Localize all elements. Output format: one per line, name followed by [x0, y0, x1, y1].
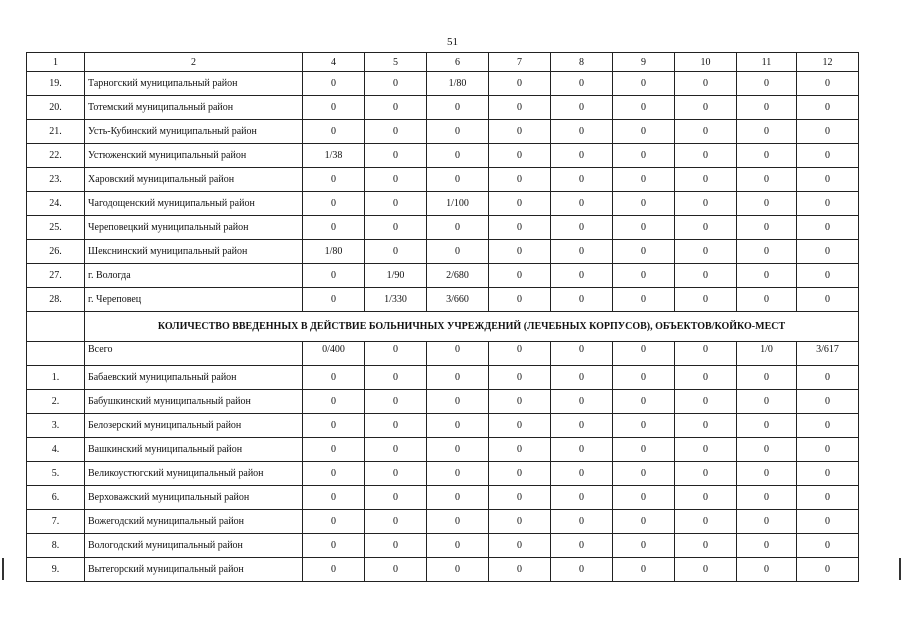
table-cell: 0 — [737, 288, 797, 312]
table-row — [27, 120, 859, 144]
table-cell: 0 — [797, 72, 859, 96]
table-cell: 0 — [427, 510, 489, 534]
table-cell: 0 — [427, 366, 489, 390]
column-header: 6 — [427, 53, 489, 72]
table-row — [27, 558, 859, 582]
district-name: Вашкинский муниципальный район — [85, 438, 303, 462]
table-cell: 0 — [303, 120, 365, 144]
table-cell: 0 — [551, 216, 613, 240]
table-cell: 0 — [303, 72, 365, 96]
table-cell: 0 — [797, 390, 859, 414]
district-name: Череповецкий муниципальный район — [85, 216, 303, 240]
column-header: 2 — [85, 53, 303, 72]
table-cell: 0 — [675, 486, 737, 510]
table-cell: 0 — [365, 216, 427, 240]
table-cell: 0 — [365, 390, 427, 414]
table-cell: 0 — [365, 558, 427, 582]
table-cell: 0 — [303, 558, 365, 582]
table-row — [27, 462, 859, 486]
table-cell: 0 — [737, 414, 797, 438]
column-header: 4 — [303, 53, 365, 72]
table-cell: 0 — [489, 558, 551, 582]
row-number: 21. — [27, 120, 85, 144]
table-row — [27, 144, 859, 168]
table-cell: 0 — [551, 558, 613, 582]
table-cell: 0 — [489, 534, 551, 558]
row-number: 23. — [27, 168, 85, 192]
table-cell: 0 — [551, 534, 613, 558]
table-cell: 0 — [551, 72, 613, 96]
table-cell: 0 — [551, 366, 613, 390]
page-number: 51 — [447, 36, 458, 48]
table-row — [27, 390, 859, 414]
table-cell: 0 — [551, 120, 613, 144]
table-cell: 0 — [551, 192, 613, 216]
row-number: 4. — [27, 438, 85, 462]
table-cell: 0 — [303, 96, 365, 120]
table-cell: 0 — [489, 72, 551, 96]
table-cell: 0 — [675, 72, 737, 96]
district-name: Тотемский муниципальный район — [85, 96, 303, 120]
table-cell: 0 — [427, 414, 489, 438]
table-cell: 1/80 — [303, 240, 365, 264]
table-cell: 0 — [737, 558, 797, 582]
table-cell: 0 — [551, 342, 613, 366]
table-cell: 0 — [427, 486, 489, 510]
table-cell: 0 — [365, 96, 427, 120]
table-cell: 0 — [303, 168, 365, 192]
table-row — [27, 72, 859, 96]
district-name: Вожегодский муниципальный район — [85, 510, 303, 534]
table-cell: 0 — [303, 288, 365, 312]
table-cell: 0 — [613, 240, 675, 264]
row-number: 28. — [27, 288, 85, 312]
table-cell: 0 — [613, 510, 675, 534]
table-row — [27, 366, 859, 390]
table-cell: 0 — [737, 120, 797, 144]
table-cell: 0 — [427, 558, 489, 582]
table-cell: 0 — [551, 390, 613, 414]
table-cell: 0 — [489, 510, 551, 534]
table-cell: 0 — [427, 120, 489, 144]
table-cell: 0 — [303, 510, 365, 534]
table-cell: 0 — [427, 216, 489, 240]
table-row — [27, 288, 859, 312]
table-cell: 0 — [365, 414, 427, 438]
table-cell: 0 — [551, 510, 613, 534]
table-cell: 0 — [489, 390, 551, 414]
column-header: 10 — [675, 53, 737, 72]
row-number: 8. — [27, 534, 85, 558]
table-cell: 0 — [797, 438, 859, 462]
table-cell: 0 — [613, 288, 675, 312]
table-cell: 0 — [551, 168, 613, 192]
table-cell: 0 — [551, 96, 613, 120]
table-cell: 0 — [675, 438, 737, 462]
row-number: 6. — [27, 486, 85, 510]
table-cell: 0 — [427, 168, 489, 192]
table-cell: 0 — [797, 414, 859, 438]
total-label: Всего — [85, 342, 303, 366]
district-name: Вытегорский муниципальный район — [85, 558, 303, 582]
table-cell: 0 — [797, 144, 859, 168]
table-cell: 0 — [675, 120, 737, 144]
table-cell: 0 — [303, 264, 365, 288]
table-cell: 0 — [427, 96, 489, 120]
table-cell: 1/0 — [737, 342, 797, 366]
table-cell: 0 — [303, 216, 365, 240]
row-number: 20. — [27, 96, 85, 120]
section-title: КОЛИЧЕСТВО ВВЕДЕННЫХ В ДЕЙСТВИЕ БОЛЬНИЧНЫХ УЧРЕЖДЕНИЙ (ЛЕЧЕБНЫХ КОРПУСОВ), ОБЪЕКТОВ/КОЙКО-МЕСТ — [85, 312, 859, 342]
table-cell: 0 — [797, 558, 859, 582]
table-cell: 0 — [613, 438, 675, 462]
table-cell: 0 — [489, 168, 551, 192]
table-cell: 0 — [613, 96, 675, 120]
table-cell: 0 — [675, 366, 737, 390]
table-cell: 0 — [303, 438, 365, 462]
district-name: Чагодощенский муниципальный район — [85, 192, 303, 216]
table-cell: 0 — [613, 192, 675, 216]
statistics-table — [26, 52, 859, 582]
table-row — [27, 534, 859, 558]
table-cell: 0 — [675, 288, 737, 312]
table-row — [27, 510, 859, 534]
table-cell: 0 — [365, 510, 427, 534]
table-cell: 0 — [675, 168, 737, 192]
table-cell: 0 — [675, 534, 737, 558]
table-cell: 0 — [737, 366, 797, 390]
table-cell: 0 — [303, 462, 365, 486]
district-name: Усть-Кубинский муниципальный район — [85, 120, 303, 144]
table-cell: 0 — [737, 438, 797, 462]
table-cell: 0 — [797, 264, 859, 288]
table-cell: 0 — [737, 72, 797, 96]
column-header: 5 — [365, 53, 427, 72]
table-cell: 0 — [613, 72, 675, 96]
district-name: Харовский муниципальный район — [85, 168, 303, 192]
district-name: Тарногский муниципальный район — [85, 72, 303, 96]
table-cell: 0 — [675, 462, 737, 486]
table-cell: 0 — [797, 510, 859, 534]
table-cell: 0 — [365, 342, 427, 366]
row-number: 3. — [27, 414, 85, 438]
table-cell: 0 — [427, 534, 489, 558]
table-cell: 0 — [797, 120, 859, 144]
row-number: 19. — [27, 72, 85, 96]
table-cell: 0 — [737, 534, 797, 558]
table-row — [27, 96, 859, 120]
table-cell: 0 — [365, 486, 427, 510]
table-cell: 0 — [675, 96, 737, 120]
table-cell: 0 — [797, 96, 859, 120]
table-cell: 0 — [613, 486, 675, 510]
table-cell: 1/80 — [427, 72, 489, 96]
table-cell: 0 — [551, 264, 613, 288]
table-row — [27, 438, 859, 462]
section-blank-cell — [27, 312, 85, 342]
table-row — [27, 414, 859, 438]
table-cell: 0 — [365, 72, 427, 96]
table-cell: 0 — [737, 216, 797, 240]
table-cell: 0 — [551, 414, 613, 438]
table-cell: 0 — [551, 288, 613, 312]
table-cell: 0 — [797, 240, 859, 264]
scan-edge-mark-right — [899, 558, 901, 580]
table-cell: 3/660 — [427, 288, 489, 312]
table-row — [27, 486, 859, 510]
table-cell: 0 — [675, 390, 737, 414]
table-cell: 0 — [675, 240, 737, 264]
table-cell: 0 — [675, 510, 737, 534]
table-cell: 0 — [427, 462, 489, 486]
table-cell: 0 — [613, 366, 675, 390]
table-cell: 0 — [737, 390, 797, 414]
table-cell: 0 — [797, 168, 859, 192]
table-cell: 0 — [489, 438, 551, 462]
row-number: 26. — [27, 240, 85, 264]
table-cell: 1/100 — [427, 192, 489, 216]
table-cell: 0 — [489, 462, 551, 486]
table-cell: 0 — [737, 192, 797, 216]
table-cell: 0 — [675, 216, 737, 240]
row-number: 25. — [27, 216, 85, 240]
table-cell: 0 — [427, 390, 489, 414]
table-cell: 0 — [613, 144, 675, 168]
table-cell: 0 — [613, 168, 675, 192]
table-cell: 0 — [365, 168, 427, 192]
table-cell: 0 — [365, 120, 427, 144]
table-cell: 0 — [303, 390, 365, 414]
column-header: 9 — [613, 53, 675, 72]
table-cell: 0 — [797, 462, 859, 486]
row-number — [27, 342, 85, 366]
district-name: г. Череповец — [85, 288, 303, 312]
table-cell: 0 — [365, 462, 427, 486]
table-cell: 0 — [613, 120, 675, 144]
table-cell: 0 — [797, 486, 859, 510]
district-name: Верховажский муниципальный район — [85, 486, 303, 510]
table-cell: 0 — [613, 216, 675, 240]
table-cell: 0 — [489, 120, 551, 144]
table-cell: 0 — [613, 342, 675, 366]
table-cell: 0 — [551, 144, 613, 168]
scan-edge-mark-left — [2, 558, 4, 580]
table-cell: 0 — [365, 534, 427, 558]
table-cell: 0 — [303, 414, 365, 438]
table-cell: 0 — [489, 366, 551, 390]
table-cell: 0 — [675, 558, 737, 582]
table-cell: 0 — [489, 96, 551, 120]
row-number: 5. — [27, 462, 85, 486]
section-row — [27, 312, 859, 342]
row-number: 22. — [27, 144, 85, 168]
table-row — [27, 240, 859, 264]
table-cell: 0 — [737, 96, 797, 120]
table-cell: 0 — [427, 438, 489, 462]
table-cell: 0 — [613, 264, 675, 288]
table-cell: 0 — [675, 264, 737, 288]
column-header: 8 — [551, 53, 613, 72]
table-cell: 1/38 — [303, 144, 365, 168]
table-row — [27, 192, 859, 216]
table-cell: 0 — [613, 534, 675, 558]
table-row — [27, 264, 859, 288]
table-cell: 0 — [551, 438, 613, 462]
table-cell: 0 — [551, 462, 613, 486]
table-cell: 0 — [613, 558, 675, 582]
table-cell: 1/90 — [365, 264, 427, 288]
table-cell: 0 — [797, 216, 859, 240]
table-cell: 0 — [489, 486, 551, 510]
table-cell: 0 — [365, 144, 427, 168]
table-cell: 0 — [737, 240, 797, 264]
row-number: 27. — [27, 264, 85, 288]
table-cell: 2/680 — [427, 264, 489, 288]
column-header: 12 — [797, 53, 859, 72]
table-cell: 0 — [303, 486, 365, 510]
table-cell: 0 — [737, 462, 797, 486]
table-row — [27, 216, 859, 240]
column-header: 1 — [27, 53, 85, 72]
table-cell: 0 — [303, 192, 365, 216]
table-cell: 0 — [427, 144, 489, 168]
row-number: 2. — [27, 390, 85, 414]
district-name: Устюженский муниципальный район — [85, 144, 303, 168]
table-cell: 0 — [489, 216, 551, 240]
table-cell: 0 — [797, 534, 859, 558]
table-cell: 0 — [675, 414, 737, 438]
row-number: 9. — [27, 558, 85, 582]
table-cell: 0/400 — [303, 342, 365, 366]
table-cell: 0 — [489, 414, 551, 438]
table-cell: 0 — [675, 342, 737, 366]
table-cell: 0 — [675, 192, 737, 216]
district-name: Бабушкинский муниципальный район — [85, 390, 303, 414]
table-cell: 0 — [797, 288, 859, 312]
district-name: Белозерский муниципальный район — [85, 414, 303, 438]
district-name: г. Вологда — [85, 264, 303, 288]
total-row — [27, 342, 859, 366]
table-cell: 1/330 — [365, 288, 427, 312]
table-cell: 0 — [489, 288, 551, 312]
district-name: Шекснинский муниципальный район — [85, 240, 303, 264]
table-cell: 0 — [675, 144, 737, 168]
table-cell: 0 — [551, 486, 613, 510]
table-cell: 0 — [551, 240, 613, 264]
table-cell: 0 — [737, 510, 797, 534]
table-cell: 0 — [737, 264, 797, 288]
table-cell: 0 — [737, 144, 797, 168]
row-number: 7. — [27, 510, 85, 534]
column-header: 7 — [489, 53, 551, 72]
district-name: Великоустюгский муниципальный район — [85, 462, 303, 486]
column-header: 11 — [737, 53, 797, 72]
table-cell: 0 — [365, 192, 427, 216]
table-cell: 0 — [797, 366, 859, 390]
row-number: 1. — [27, 366, 85, 390]
table-cell: 0 — [365, 438, 427, 462]
table-cell: 0 — [489, 342, 551, 366]
district-name: Бабаевский муниципальный район — [85, 366, 303, 390]
table-cell: 0 — [613, 390, 675, 414]
table-cell: 3/617 — [797, 342, 859, 366]
table-cell: 0 — [303, 534, 365, 558]
row-number: 24. — [27, 192, 85, 216]
table-cell: 0 — [427, 240, 489, 264]
table-cell: 0 — [737, 486, 797, 510]
table-cell: 0 — [489, 144, 551, 168]
table-cell: 0 — [489, 264, 551, 288]
table-cell: 0 — [613, 462, 675, 486]
table-cell: 0 — [365, 366, 427, 390]
district-name: Вологодский муниципальный район — [85, 534, 303, 558]
table-cell: 0 — [365, 240, 427, 264]
table-cell: 0 — [797, 192, 859, 216]
table-header-row — [27, 53, 859, 72]
table-row — [27, 168, 859, 192]
table-cell: 0 — [489, 240, 551, 264]
table-cell: 0 — [303, 366, 365, 390]
table-cell: 0 — [737, 168, 797, 192]
table-cell: 0 — [489, 192, 551, 216]
table-cell: 0 — [427, 342, 489, 366]
table-cell: 0 — [613, 414, 675, 438]
